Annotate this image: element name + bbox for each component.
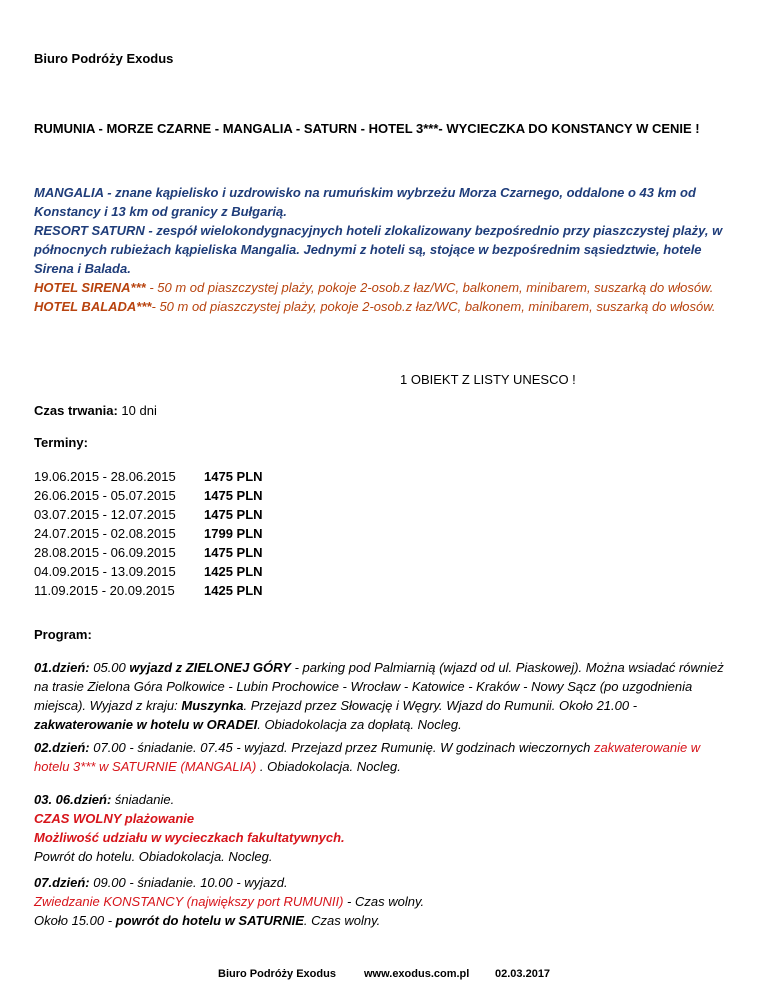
duration bbox=[34, 403, 157, 418]
day7-text: . Czas wolny. bbox=[303, 913, 381, 928]
term-row bbox=[34, 524, 263, 543]
term-price: 1475 PLN bbox=[204, 507, 263, 522]
day1-text: . Obiadokolacja za dopłatą. Nocleg. bbox=[257, 717, 462, 732]
day7-text: 09.00 - śniadanie. 10.00 - wyjazd. bbox=[89, 875, 288, 890]
terms-list bbox=[34, 467, 263, 600]
term-dates: 11.09.2015 - 20.09.2015 bbox=[34, 583, 175, 598]
term-price: 1475 PLN bbox=[204, 469, 263, 484]
day1-text: 05.00 bbox=[89, 660, 130, 675]
duration-value: 10 dni bbox=[117, 403, 157, 418]
mangalia-text: - znane kąpielisko i uzdrowisko na rumuńskim wybrzeżu Morza Czarnego, oddalone o 43 km od Konstancy i 13 km od granicy z Bułgarią. bbox=[34, 185, 696, 219]
day1-text: . Przejazd przez Słowację i Węgry. Wjazd do Rumunii. Około 21.00 - bbox=[243, 698, 638, 713]
day7-return: powrót do hotelu w SATURNIE bbox=[115, 913, 304, 928]
term-price: 1425 PLN bbox=[204, 564, 263, 579]
footer-date: 02.03.2017 bbox=[495, 968, 551, 980]
day1-text: - parking pod Palmiarnią (wjazd od ul. Piaskowej). Można wsiadać również na trasie Zielona Góra Polkowice - Lubin Prochowice - Wrocław - Katowice - Kraków - Nowy Sącz (po uzgodnienia miejsca). Wyjazd z kraju: bbox=[34, 660, 724, 713]
term-row bbox=[34, 486, 263, 505]
day7-constanta: Zwiedzanie KONSTANCY (największy port RUMUNII) bbox=[34, 894, 344, 909]
day2-label: 02.dzień: bbox=[34, 740, 90, 755]
day1-block bbox=[34, 658, 724, 734]
term-dates: 26.06.2015 - 05.07.2015 bbox=[34, 488, 176, 503]
term-dates: 28.08.2015 - 06.09.2015 bbox=[34, 545, 176, 560]
unesco-note: 1 OBIEKT Z LISTY UNESCO ! bbox=[400, 372, 576, 387]
day2-text: . Obiadokolacja. Nocleg. bbox=[256, 759, 401, 774]
page-title: RUMUNIA - MORZE CZARNE - MANGALIA - SATURN - HOTEL 3***- WYCIECZKA DO KONSTANCY W CENIE ! bbox=[34, 121, 700, 136]
term-price: 1475 PLN bbox=[204, 488, 263, 503]
day3-block bbox=[34, 790, 724, 866]
day3-label: 03. 06.dzień: bbox=[34, 792, 112, 807]
term-dates: 19.06.2015 - 28.06.2015 bbox=[34, 469, 176, 484]
day3-excursions: Możliwość udziału w wycieczkach fakultatywnych. bbox=[34, 830, 345, 845]
term-row bbox=[34, 581, 263, 600]
term-price: 1425 PLN bbox=[204, 583, 263, 598]
term-price: 1475 PLN bbox=[204, 545, 263, 560]
day1-accommodation: zakwaterowanie w hotelu w ORADEI bbox=[34, 717, 258, 732]
day7-text: Około 15.00 - bbox=[34, 913, 116, 928]
term-dates: 03.07.2015 - 12.07.2015 bbox=[34, 507, 176, 522]
sirena-text: - 50 m od piaszczystej plaży, pokoje 2-osob.z łaz/WC, balkonem, minibarem, suszarką do włosów. bbox=[145, 280, 714, 295]
day3-free-time: CZAS WOLNY plażowanie bbox=[34, 811, 195, 826]
term-dates: 04.09.2015 - 13.09.2015 bbox=[34, 564, 176, 579]
duration-label: Czas trwania: bbox=[34, 403, 118, 418]
term-row bbox=[34, 467, 263, 486]
day3-text: śniadanie. bbox=[111, 792, 175, 807]
term-price: 1799 PLN bbox=[204, 526, 263, 541]
terms-label: Terminy: bbox=[34, 435, 88, 450]
day2-text: 07.00 - śniadanie. 07.45 - wyjazd. Przejazd przez Rumunię. W godzinach wieczornych bbox=[89, 740, 594, 755]
sirena-label: HOTEL SIRENA*** bbox=[34, 280, 146, 295]
footer-company: Biuro Podróży Exodus bbox=[218, 968, 336, 980]
day2-block bbox=[34, 738, 724, 776]
day2-accommodation: zakwaterowanie w hotelu 3*** w SATURNIE (MANGALIA) bbox=[34, 740, 701, 774]
header-company: Biuro Podróży Exodus bbox=[34, 51, 174, 66]
program-label: Program: bbox=[34, 627, 92, 642]
balada-label: HOTEL BALADA*** bbox=[34, 299, 152, 314]
day1-label: 01.dzień: bbox=[34, 660, 90, 675]
day1-departure: wyjazd z ZIELONEJ GÓRY bbox=[129, 660, 291, 675]
intro-block bbox=[34, 183, 724, 316]
term-row bbox=[34, 505, 263, 524]
day7-block bbox=[34, 873, 724, 930]
term-dates: 24.07.2015 - 02.08.2015 bbox=[34, 526, 176, 541]
mangalia-label: MANGALIA bbox=[34, 185, 104, 200]
footer-url[interactable]: www.exodus.com.pl bbox=[364, 968, 470, 980]
term-row bbox=[34, 543, 263, 562]
day7-label: 07.dzień: bbox=[34, 875, 90, 890]
day1-border: Muszynka bbox=[181, 698, 244, 713]
balada-text: - 50 m od piaszczystej plaży, pokoje 2-osob.z łaz/WC, balkonem, minibarem, suszarką do włosów. bbox=[151, 299, 716, 314]
term-row bbox=[34, 562, 263, 581]
day3-return: Powrót do hotelu. Obiadokolacja. Nocleg. bbox=[34, 849, 273, 864]
day7-free-time: - Czas wolny. bbox=[343, 894, 425, 909]
resort-text: RESORT SATURN - zespół wielokondygnacyjnych hoteli zlokalizowany bezpośrednio przy piaszczystej plaży, w północnych rubieżach kąpieliska Mangalia. Jednymi z hoteli są, stojące w bezpośrednim sąsiedztwie, hotele Sirena i Balada. bbox=[34, 223, 723, 276]
